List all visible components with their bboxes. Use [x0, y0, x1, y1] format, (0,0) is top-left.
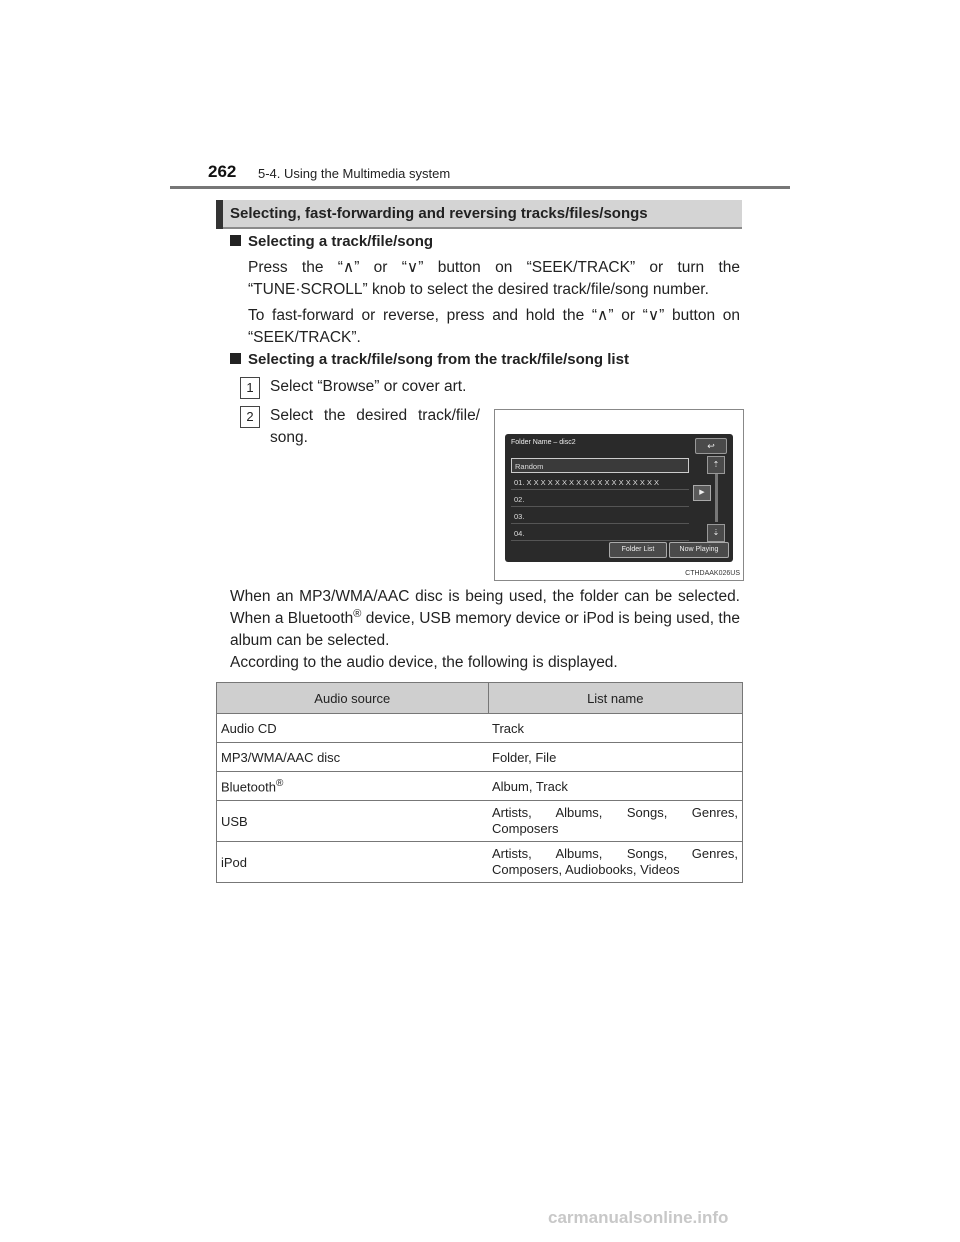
folder-list-button[interactable]: Folder List [609, 542, 667, 558]
now-playing-button[interactable]: Now Playing [669, 542, 729, 558]
paragraph-seek-track: Press the “∧” or “∨” button on “SEEK/TRACK” or turn the “TUNE·SCROLL” knob to select the desired track/file/song number. [248, 259, 740, 298]
step-number-1: 1 [240, 377, 260, 399]
list-item[interactable]: 01. X X X X X X X X X X X X X X X X X X X [511, 475, 689, 490]
column-header-list-name: List name [488, 683, 743, 714]
subsection-heading-2: Selecting a track/file/song from the track/file/song list [230, 351, 629, 368]
cell-list-name: Artists, Albums, Songs, Genres, Composers, Audiobooks, Videos [488, 842, 743, 883]
table-row [217, 842, 743, 883]
table-row [217, 772, 743, 801]
cell-list-name: Album, Track [488, 772, 743, 801]
list-item[interactable]: 04. [511, 526, 689, 541]
audio-source-table [216, 682, 743, 883]
chapter-title: 5-4. Using the Multimedia system [258, 166, 451, 181]
cell-list-name: Artists, Albums, Songs, Genres, Composers [488, 801, 743, 842]
watermark: carmanualsonline.info [548, 1208, 729, 1227]
page-header [170, 160, 790, 188]
section-title-bar [216, 200, 742, 229]
list-item-random[interactable]: Random [511, 458, 689, 473]
back-arrow-icon[interactable]: ↩ [695, 438, 727, 454]
screen-figure [494, 409, 744, 581]
scroll-up-icon[interactable]: ⇡ [707, 456, 725, 474]
table-row [217, 801, 743, 842]
table-header-row [217, 683, 743, 714]
step-number-2: 2 [240, 406, 260, 428]
cell-audio-source: iPod [217, 842, 489, 883]
column-header-audio-source: Audio source [217, 683, 489, 714]
paragraph-folder-album: When an MP3/WMA/AAC disc is being used, the folder can be selected. When a Bluetooth® device, USB memory device or iPod is being used, the album can be selected. [230, 588, 740, 649]
cell-audio-source: Bluetooth® [217, 772, 489, 801]
scrollbar-track[interactable] [715, 474, 718, 522]
header-rule [170, 186, 790, 189]
cell-audio-source: USB [217, 801, 489, 842]
square-bullet-icon [230, 353, 241, 364]
figure-caption: CTHDAAK026US [685, 570, 740, 577]
step-text-2 [270, 405, 480, 449]
cell-list-name: Track [488, 714, 743, 743]
list-item[interactable]: 02. [511, 492, 689, 507]
page-number: 262 [208, 162, 237, 181]
subsection-heading-1: Selecting a track/file/song [230, 233, 433, 250]
step-text-2-line1: Select the desired track/file/ [270, 407, 480, 424]
square-bullet-icon [230, 235, 241, 246]
multimedia-screen [505, 434, 733, 562]
cell-list-name: Folder, File [488, 743, 743, 772]
list-item[interactable]: 03. [511, 509, 689, 524]
table-row [217, 743, 743, 772]
scroll-down-icon[interactable]: ⇣ [707, 524, 725, 542]
table-row [217, 714, 743, 743]
cell-audio-source: MP3/WMA/AAC disc [217, 743, 489, 772]
section-title: Selecting, fast-forwarding and reversing tracks/files/songs [230, 205, 648, 222]
step-text-2-line2: song. [270, 429, 308, 446]
play-icon[interactable]: ▶ [693, 485, 711, 501]
paragraph-fast-forward: To fast-forward or reverse, press and hold the “∧” or “∨” button on “SEEK/TRACK”. [248, 307, 740, 346]
screen-title: Folder Name – disc2 [511, 439, 576, 446]
cell-audio-source: Audio CD [217, 714, 489, 743]
paragraph-according: According to the audio device, the following is displayed. [230, 654, 618, 671]
section-accent [216, 200, 223, 229]
step-text-1: Select “Browse” or cover art. [270, 378, 467, 395]
